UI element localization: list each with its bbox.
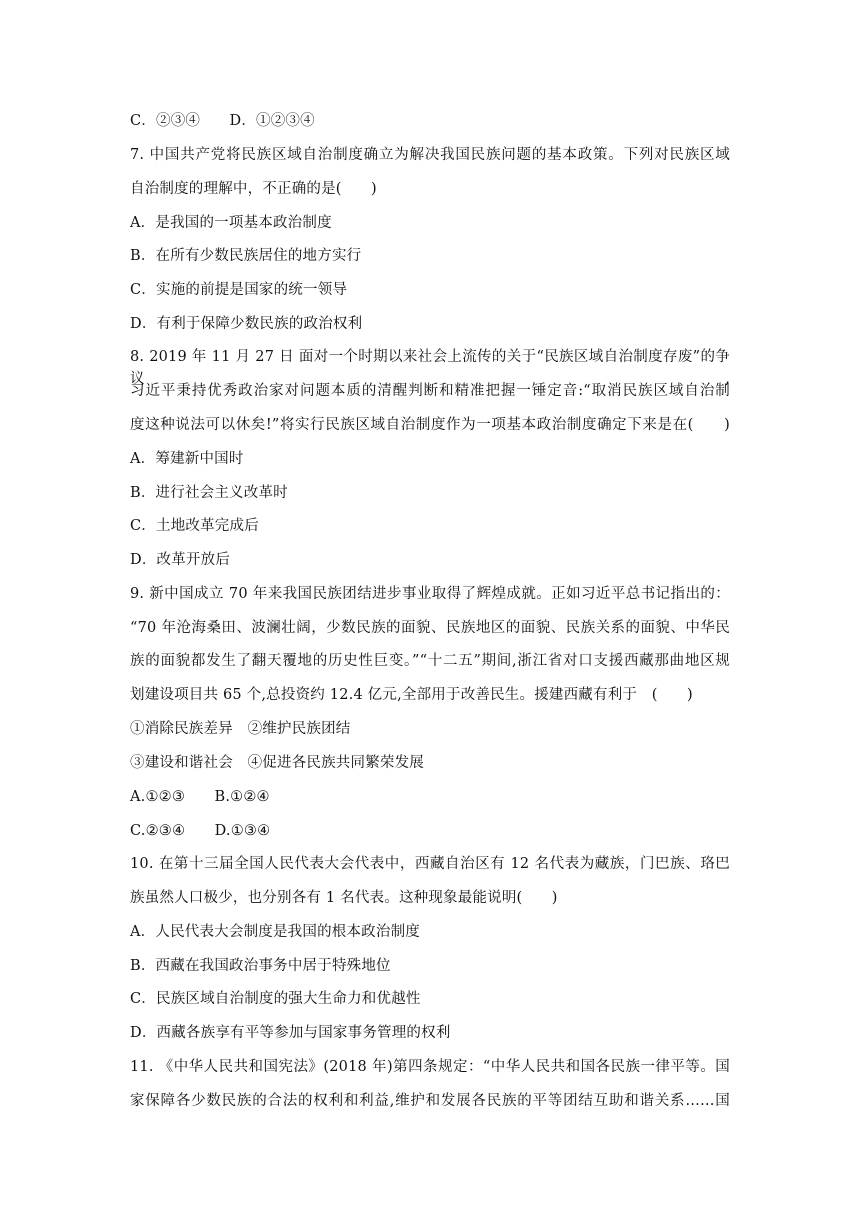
- q10-option-c: C．民族区域自治制度的强大生命力和优越性: [130, 991, 421, 1007]
- q9-stem-line-1: 9. 新中国成立 70 年来我国民族团结进步事业取得了辉煌成就。正如习近平总书记指出的：: [130, 586, 730, 602]
- q9-statements-1-2: ①消除民族差异 ②维护民族团结: [130, 721, 351, 737]
- q6-options-cd: C．②③④ D．①②③④: [130, 113, 315, 129]
- q10-option-d: D．西藏各族享有平等参加与国家事务管理的权利: [130, 1025, 451, 1041]
- q8-option-b: B．进行社会主义改革时: [130, 485, 288, 501]
- q11-stem-line-1: 11. 《中华人民共和国宪法》(2018 年)第四条规定：“中华人民共和国各民族一律平等。国: [130, 1059, 730, 1075]
- q7-option-a: A．是我国的一项基本政治制度: [130, 215, 332, 231]
- q10-stem-line-1: 10. 在第十三届全国人民代表大会代表中，西藏自治区有 12 名代表为藏族，门巴族、珞巴: [130, 856, 730, 872]
- q7-option-d: D．有利于保障少数民族的政治权利: [130, 316, 363, 332]
- q10-option-a: A．人民代表大会制度是我国的根本政治制度: [130, 924, 420, 940]
- q8-stem-line-2: 习近平秉持优秀政治家对问题本质的清醒判断和精准把握一锤定音:“取消民族区域自治制: [130, 383, 730, 399]
- q7-option-b: B．在所有少数民族居住的地方实行: [130, 248, 362, 264]
- q7-stem-line-2: 自治制度的理解中，不正确的是( ): [130, 181, 377, 197]
- q8-option-c: C．土地改革完成后: [130, 518, 259, 534]
- q7-option-c: C．实施的前提是国家的统一领导: [130, 282, 348, 298]
- q9-statements-3-4: ③建设和谐社会 ④促进各民族共同繁荣发展: [130, 755, 424, 771]
- q9-stem-line-3: 族的面貌都发生了翻天覆地的历史性巨变。”“十二五”期间,浙江省对口支援西藏那曲地区规: [130, 653, 730, 669]
- q8-option-a: A．筹建新中国时: [130, 451, 244, 467]
- q9-options-ab: A.①②③ B.①②④: [130, 789, 270, 805]
- q11-stem-line-2: 家保障各少数民族的合法的权利和利益,维护和发展各民族的平等团结互助和谐关系……国: [130, 1093, 730, 1109]
- q9-stem-line-2: “70 年沧海桑田、波澜壮阔，少数民族的面貌、民族地区的面貌、民族关系的面貌、中华民: [130, 620, 730, 636]
- q10-option-b: B．西藏在我国政治事务中居于特殊地位: [130, 958, 391, 974]
- q8-option-d: D．改革开放后: [130, 552, 231, 568]
- q10-stem-line-2: 族虽然人口极少，也分别各有 1 名代表。这种现象最能说明( ): [130, 890, 558, 906]
- q9-options-cd: C.②③④ D.①③④: [130, 823, 271, 839]
- q8-stem-line-1: 8. 2019 年 11 月 27 日 面对一个时期以来社会上流传的关于“民族区域自治制度存废”的争议,: [130, 349, 730, 387]
- q9-stem-line-4: 划建设项目共 65 个,总投资约 12.4 亿元,全部用于改善民生。援建西藏有利于 ( ): [130, 687, 693, 703]
- q7-stem-line-1: 7. 中国共产党将民族区域自治制度确立为解决我国民族问题的基本政策。下列对民族区域: [130, 147, 730, 163]
- q8-stem-line-3: 度这种说法可以休矣!”将实行民族区域自治制度作为一项基本政治制度确定下来是在( ): [130, 417, 730, 433]
